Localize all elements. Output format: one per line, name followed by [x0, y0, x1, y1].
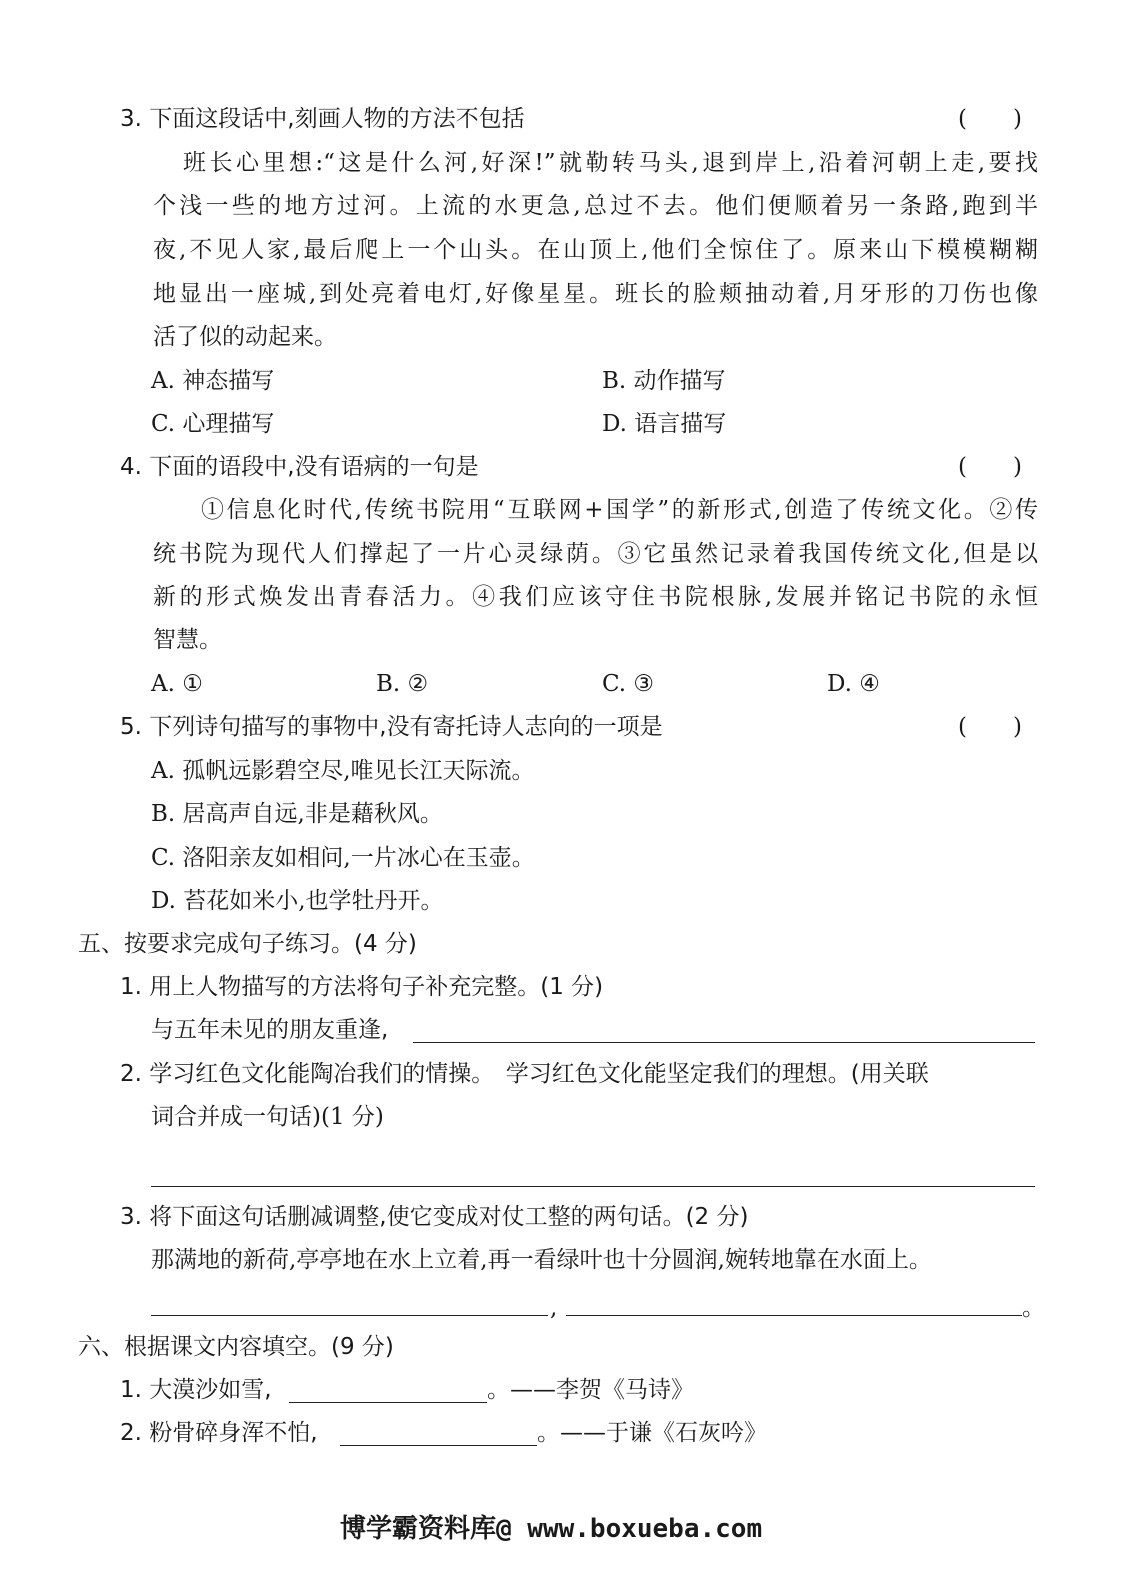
q5-option-d[interactable]: D. 苔花如米小,也学牡丹开。	[151, 888, 444, 914]
sec5-q1-answer-line[interactable]	[413, 1042, 1035, 1043]
sec6-q1-end: 。——李贺《马诗》	[487, 1377, 694, 1403]
q4-passage-line-1: ①信息化时代,传统书院用“互联网+国学”的新形式,创造了传统文化。②传	[201, 497, 1038, 523]
q5-stem: 5. 下列诗句描写的事物中,没有寄托诗人志向的一项是	[120, 714, 663, 740]
footer-watermark: 博学霸资料库@ www.boxueba.com	[340, 1514, 763, 1544]
q5-option-c[interactable]: C. 洛阳亲友如相问,一片冰心在玉壶。	[151, 845, 535, 871]
q3-option-d[interactable]: D. 语言描写	[602, 411, 727, 437]
q3-option-a[interactable]: A. 神态描写	[151, 368, 275, 394]
sec5-q3-comma: ,	[550, 1295, 558, 1321]
sec5-q3-stem: 3. 将下面这句话删减调整,使它变成对仗工整的两句话。(2 分)	[120, 1204, 749, 1230]
q3-passage-line-3: 夜,不见人家,最后爬上一个山头。在山顶上,他们全惊住了。原来山下模模糊糊	[153, 237, 1038, 263]
sec5-q3-answer-line-2[interactable]	[566, 1315, 1022, 1316]
q3-option-c[interactable]: C. 心理描写	[151, 411, 275, 437]
q4-option-d[interactable]: D. ④	[827, 671, 880, 697]
q3-passage-line-5: 活了似的动起来。	[153, 324, 337, 350]
sec5-q1-prompt: 与五年未见的朋友重逢,	[151, 1017, 389, 1043]
q5-answer-paren[interactable]: ( )	[958, 714, 1022, 740]
q4-passage-line-3: 新的形式焕发出青春活力。④我们应该守住书院根脉,发展并铭记书院的永恒	[153, 584, 1038, 610]
q4-stem: 4. 下面的语段中,没有语病的一句是	[120, 454, 479, 480]
sec6-q1-start: 1. 大漠沙如雪,	[120, 1377, 272, 1403]
q3-passage-line-4: 地显出一座城,到处亮着电灯,好像星星。班长的脸颊抽动着,月牙形的刀伤也像	[153, 281, 1038, 307]
q5-option-a[interactable]: A. 孤帆远影碧空尽,唯见长江天际流。	[151, 758, 535, 784]
sec5-q1-stem: 1. 用上人物描写的方法将句子补充完整。(1 分)	[120, 974, 604, 1000]
q3-stem: 3. 下面这段话中,刻画人物的方法不包括	[120, 106, 525, 132]
q3-option-b[interactable]: B. 动作描写	[602, 368, 726, 394]
sec5-q2-line-2: 词合并成一句话)(1 分)	[151, 1104, 384, 1130]
q5-option-b[interactable]: B. 居高声自远,非是藉秋风。	[151, 801, 443, 827]
q4-passage-line-4: 智慧。	[153, 627, 222, 653]
q4-passage-line-2: 统书院为现代人们撑起了一片心灵绿荫。③它虽然记录着我国传统文化,但是以	[153, 541, 1038, 567]
q3-answer-paren[interactable]: ( )	[958, 106, 1022, 132]
section-6-title: 六、根据课文内容填空。(9 分)	[78, 1334, 394, 1360]
sec5-q3-period: 。	[1022, 1295, 1045, 1321]
sec5-q2-answer-line[interactable]	[151, 1186, 1035, 1187]
sec5-q2-line-1: 2. 学习红色文化能陶冶我们的情操。 学习红色文化能坚定我们的理想。(用关联	[120, 1061, 929, 1087]
section-5-title: 五、按要求完成句子练习。(4 分)	[78, 931, 417, 957]
sec6-q2-end: 。——于谦《石灰吟》	[537, 1420, 767, 1446]
sec6-q1-answer-line[interactable]	[289, 1402, 487, 1403]
sec6-q2-start: 2. 粉骨碎身浑不怕,	[120, 1420, 318, 1446]
q3-passage-line-1: 班长心里想:“这是什么河,好深!”就勒转马头,退到岸上,沿着河朝上走,要找	[183, 150, 1038, 176]
sec6-q2-answer-line[interactable]	[340, 1445, 537, 1446]
q3-passage-line-2: 个浅一些的地方过河。上流的水更急,总过不去。他们便顺着另一条路,跑到半	[153, 193, 1038, 219]
q4-option-b[interactable]: B. ②	[376, 671, 429, 697]
sec5-q3-sentence: 那满地的新荷,亭亭地在水上立着,再一看绿叶也十分圆润,婉转地靠在水面上。	[151, 1247, 932, 1273]
q4-option-c[interactable]: C. ③	[602, 671, 655, 697]
q4-option-a[interactable]: A. ①	[151, 671, 203, 697]
sec5-q3-answer-line-1[interactable]	[151, 1315, 548, 1316]
q4-answer-paren[interactable]: ( )	[958, 454, 1022, 480]
